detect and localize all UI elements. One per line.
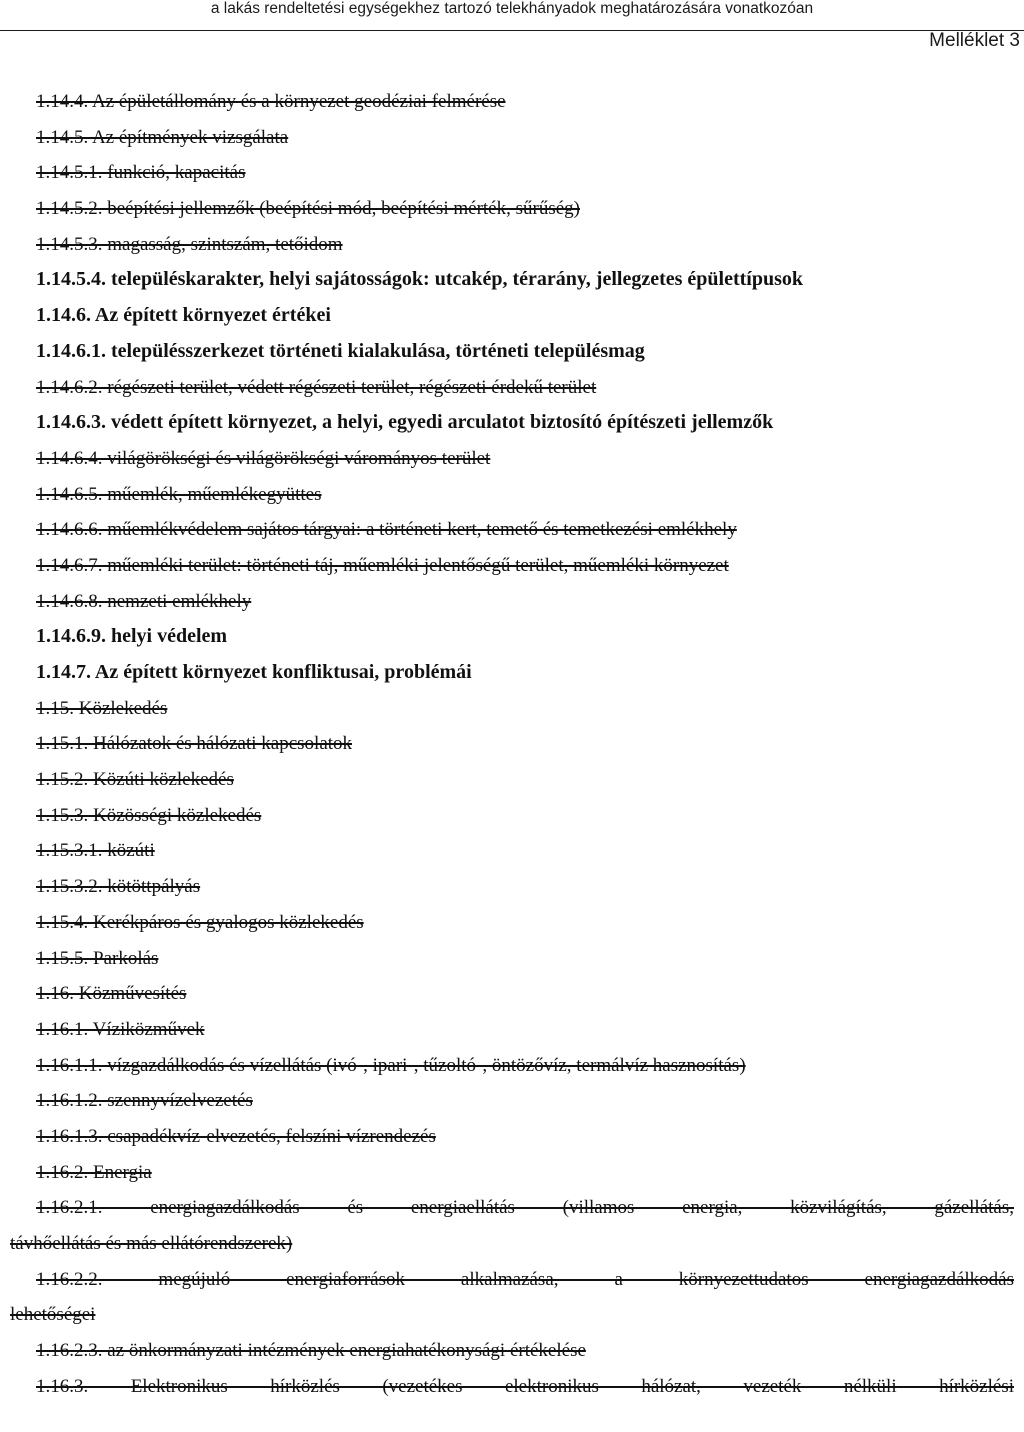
outline-item: [36, 798, 1014, 834]
struck-text: 1.14.6.7. műemléki terület: történeti táj, műemléki jelentőségű terület, műemléki környezet: [36, 554, 729, 576]
outline-item: [36, 155, 1014, 191]
outline-item: [36, 84, 1014, 120]
struck-text: távhőellátás és más ellátórendszerek): [10, 1233, 293, 1255]
outline-item: [36, 191, 1014, 227]
struck-text: 1.14.5. Az építmények vizsgálata: [36, 126, 289, 148]
struck-text: 1.15.3.1. közúti: [36, 840, 155, 862]
outline-item: 1.14.7. Az épített környezet konfliktusai, problémái: [36, 661, 472, 683]
outline-item: [36, 227, 1014, 263]
outline-item: [36, 1262, 1014, 1298]
page-header: [0, 0, 1024, 31]
outline-item: [36, 905, 1014, 941]
outline-item: [36, 691, 1014, 727]
outline-item: [36, 762, 1014, 798]
struck-text: 1.14.6.2. régészeti terület, védett régészeti terület, régészeti érdekű terület: [36, 376, 597, 398]
outline-item: [36, 1048, 1014, 1084]
struck-text: 1.16.2.1. energiagazdálkodás és energiaellátás (villamos energia, közvilágítás, gázellátás,: [36, 1197, 1014, 1219]
outline-item: [36, 1190, 1014, 1226]
struck-text: 1.16.2.2. megújuló energiaforrások alkalmazása, a környezettudatos energiagazdálkodás: [36, 1268, 1014, 1290]
struck-text: 1.16.1.1. vízgazdálkodás és vízellátás (ivó-, ipari-, tűzoltó-, öntözővíz, termálvíz hasznosítás): [36, 1054, 746, 1076]
struck-text: 1.15.2. Közúti közlekedés: [36, 769, 234, 791]
outline-item-continuation: [10, 1297, 1014, 1333]
struck-text: 1.15.5. Parkolás: [36, 947, 159, 969]
struck-text: 1.16.1.2. szennyvízelvezetés: [36, 1090, 253, 1112]
struck-text: 1.15.4. Kerékpáros és gyalogos közlekedés: [36, 911, 364, 933]
outline-item: [36, 1155, 1014, 1191]
outline-item: 1.14.6. Az épített környezet értékei: [36, 304, 331, 327]
struck-text: 1.14.6.6. műemlékvédelem sajátos tárgyai: a történeti kert, temető és temetkezési emlékhely: [36, 519, 737, 541]
outline-item: [36, 726, 1014, 762]
outline-item: 1.14.6.3. védett épített környezet, a helyi, egyedi arculatot biztosító építészeti jellemzők: [36, 411, 774, 434]
struck-text: 1.14.6.5. műemlék, műemlékegyüttes: [36, 483, 322, 505]
outline-item: [36, 1119, 1014, 1155]
outline-item: [36, 941, 1014, 977]
outline-item-continuation: [10, 1226, 1014, 1262]
struck-text: 1.14.6.4. világörökségi és világörökségi várományos terület: [36, 447, 491, 469]
outline-item: [36, 1369, 1014, 1405]
outline-item: [36, 512, 1014, 548]
struck-text: 1.14.6.8. nemzeti emlékhely: [36, 590, 252, 612]
outline-item: [36, 1012, 1014, 1048]
struck-text: 1.16. Közművesítés: [36, 983, 187, 1005]
struck-text: 1.16.1.3. csapadékvíz-elvezetés, felszíni vízrendezés: [36, 1125, 436, 1147]
outline-item: 1.14.6.1. településszerkezet történeti kialakulása, történeti településmag: [36, 339, 645, 362]
struck-text: 1.15.1. Hálózatok és hálózati kapcsolatok: [36, 733, 353, 755]
struck-text: 1.16.1. Víziközművek: [36, 1018, 205, 1040]
outline-item: [36, 441, 1014, 477]
outline-item: [36, 869, 1014, 905]
struck-text: 1.16.2.3. az önkormányzati intézmények energiahatékonysági értékelése: [36, 1340, 586, 1362]
struck-text: 1.14.5.2. beépítési jellemzők (beépítési mód, beépítési mérték, sűrűség): [36, 198, 580, 220]
struck-text: 1.14.4. Az épületállomány és a környezet geodéziai felmérése: [36, 91, 506, 112]
struck-text: 1.16.2. Energia: [36, 1161, 152, 1183]
annex-label: Melléklet 3: [929, 30, 1020, 51]
outline-list: [10, 84, 1014, 1404]
struck-text: 1.15.3. Közösségi közlekedés: [36, 804, 262, 826]
outline-item: [36, 548, 1014, 584]
outline-item: [36, 370, 1014, 406]
struck-text: 1.15. Közlekedés: [36, 697, 168, 719]
outline-item: [36, 976, 1014, 1012]
outline-item: [36, 120, 1014, 156]
outline-item: [36, 1083, 1014, 1119]
struck-text: 1.14.5.1. funkció, kapacitás: [36, 162, 246, 184]
outline-item: 1.14.5.4. településkarakter, helyi sajátosságok: utcakép, térarány, jellegzetes épülettípusok: [36, 268, 803, 291]
outline-item: [36, 477, 1014, 513]
header-title: a lakás rendeltetési egységekhez tartozó telekhányadok meghatározására vonatkozóan: [210, 0, 814, 17]
struck-text: 1.16.3. Elektronikus hírközlés (vezetékes elektronikus hálózat, vezeték nélküli hírközlési: [36, 1375, 1014, 1397]
outline-item: [36, 833, 1014, 869]
struck-text: 1.14.5.3. magasság, szintszám, tetőidom: [36, 233, 343, 255]
struck-text: lehetőségei: [10, 1304, 96, 1326]
outline-item: [36, 1333, 1014, 1369]
struck-text: 1.15.3.2. kötöttpályás: [36, 876, 201, 898]
outline-item: 1.14.6.9. helyi védelem: [36, 625, 228, 648]
outline-item: [36, 584, 1014, 620]
